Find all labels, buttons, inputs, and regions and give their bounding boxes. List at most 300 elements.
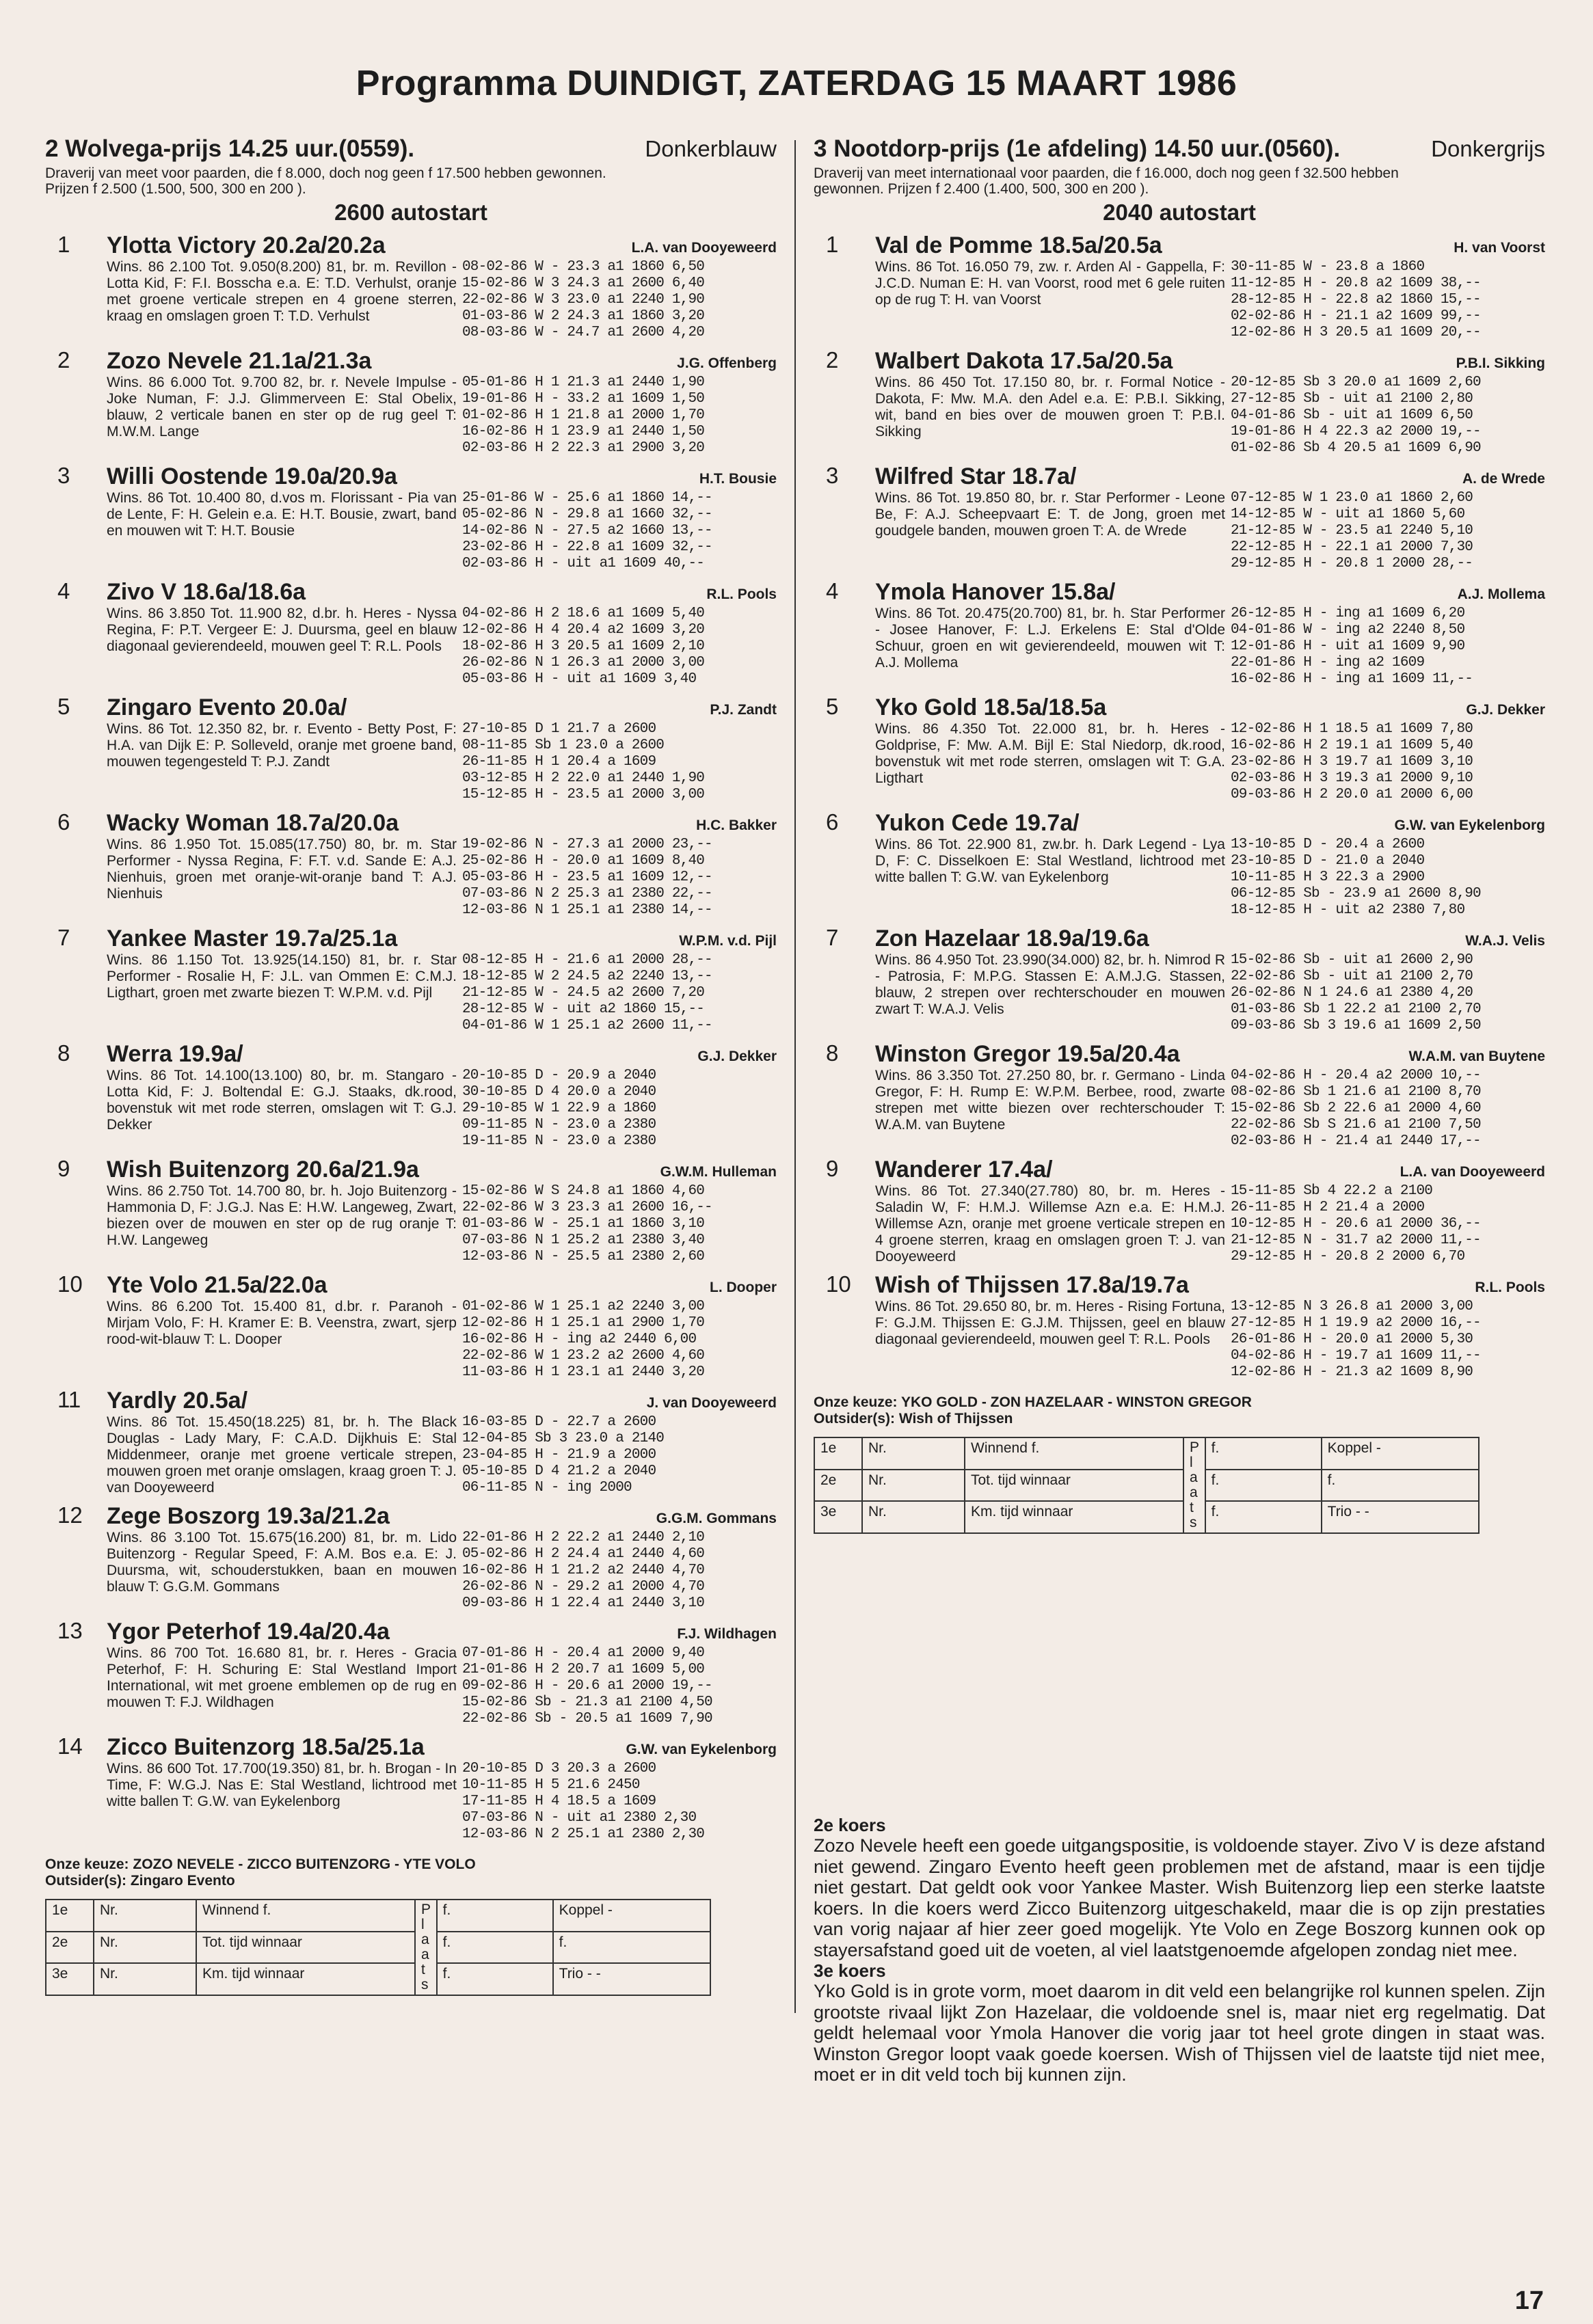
horse-body [875, 694, 1545, 803]
horse-entry [814, 809, 1545, 919]
result-line: 04-01-86 Sb - uit a1 1609 6,50 [1231, 407, 1473, 423]
result-line: 13-12-85 N 3 26.8 a1 2000 3,00 [1231, 1299, 1473, 1314]
result-line: 29-12-85 H - 20.8 1 2000 28,-- [1231, 556, 1473, 571]
horse-entry [45, 925, 777, 1034]
horse-number: 11 [57, 1387, 81, 1412]
horse-details [875, 837, 1545, 919]
horse-results [1231, 606, 1473, 688]
horse-number: 12 [57, 1502, 83, 1528]
horse-number: 5 [57, 694, 70, 719]
result-line: 16-02-86 H 2 19.1 a1 1609 5,40 [1231, 738, 1473, 753]
result-line: 01-02-86 W 1 25.1 a2 2240 3,00 [462, 1299, 705, 1314]
result-line: 20-10-85 D - 20.9 a 2040 [462, 1068, 656, 1083]
koppel-cell: Koppel - [553, 1900, 710, 1932]
horse-number: 14 [57, 1733, 83, 1759]
horse-entry [45, 232, 777, 341]
race-3-horse-list [814, 232, 1545, 1381]
bet-nr: Nr. [94, 1932, 196, 1964]
horse-body [875, 232, 1545, 341]
bet-nr: Nr. [94, 1963, 196, 1995]
horse-number: 13 [57, 1618, 83, 1643]
result-line: 06-12-85 Sb - 23.9 a1 2600 8,90 [1231, 886, 1481, 902]
result-line: 29-10-85 W 1 22.9 a 1860 [462, 1100, 656, 1116]
horse-results [462, 375, 704, 457]
result-line: 22-02-86 Sb - 20.5 a1 1609 7,90 [462, 1711, 712, 1727]
horse-name: Winston Gregor 19.5a/20.4a [875, 1041, 1180, 1067]
horse-details [875, 375, 1545, 457]
horse-name: Yankee Master 19.7a/25.1a [107, 925, 398, 951]
commentary-text-2: Zozo Nevele heeft een goede uitgangspositie, is voldoende stayer. Zivo V is deze afstand niet gewend. Zingaro Evento heeft geen problemen met de afstand, maar is een tijdje niet gestart. Dat geldt ook voor Yankee Master. Wish Buitenzorg liep een sterke laatste koers. In die koers werd Zicco Buitenzorg uitgeschakeld, maar die is op zijn prestaties van vorig najaar af hier zeer goed mogelijk. Yte Volo en Zege Boszorg kunnen ook op stayersafstand goed uit de voeten, al viel laatstgenoemde afgelopen zondag niet mee. [814, 1835, 1545, 1960]
horse-header [875, 578, 1545, 606]
horse-info: Wins. 86 2.750 Tot. 14.700 80, br. h. Jojo Buitenzorg - Hammonia D, F: J.G.J. Nas E: H.W. Langeweg, Zwart, biezen over de mouwen en ster op de rug oranje T: H.W. Langeweg [107, 1183, 457, 1248]
result-line: 22-02-86 Sb - uit a1 2100 2,70 [1231, 969, 1473, 984]
horse-entry [814, 578, 1545, 688]
horse-trainer: A.J. Mollema [1457, 586, 1545, 602]
horse-details [107, 606, 777, 688]
horse-name: Zozo Nevele 21.1a/21.3a [107, 348, 372, 374]
horse-name: Yukon Cede 19.7a/ [875, 810, 1080, 836]
horse-body [107, 463, 777, 572]
result-line: 21-12-85 W - 24.5 a2 2600 7,20 [462, 985, 705, 1001]
result-line: 25-02-86 H - 20.0 a1 1609 8,40 [462, 853, 705, 869]
horse-trainer: H. van Voorst [1454, 240, 1545, 256]
result-line: 25-01-86 W - 25.6 a1 1860 14,-- [462, 490, 712, 506]
horse-name: Zon Hazelaar 18.9a/19.6a [875, 925, 1149, 951]
horse-number: 4 [826, 578, 839, 604]
result-line: 04-02-86 H - 19.7 a1 1609 11,-- [1231, 1348, 1481, 1364]
horse-info: Wins. 86 Tot. 12.350 82, br. r. Evento - Betty Post, F: H.A. van Dijk E: P. Solleveld, oranje met groene band, mouwen tegengesteld T: P.J. Zandt [107, 721, 457, 770]
horse-header [107, 463, 777, 490]
horse-body [107, 1156, 777, 1265]
horse-name: Yko Gold 18.5a/18.5a [875, 694, 1107, 720]
result-line: 15-11-85 Sb 4 22.2 a 2100 [1231, 1183, 1433, 1199]
horse-body [107, 347, 777, 457]
horse-header [107, 347, 777, 375]
horse-info: Wins. 86 6.000 Tot. 9.700 82, br. r. Nevele Impulse - Joke Numan, F: J.J. Glimmerveen E: Stal Obelix, blauw, 2 verticale banen en ster op de rug geel T: M.W.M. Lange [107, 375, 457, 440]
result-line: 22-02-86 W 1 23.2 a2 2600 4,60 [462, 1348, 705, 1364]
result-line: 02-03-86 H 3 19.3 a1 2000 9,10 [1231, 770, 1473, 786]
horse-results [462, 1761, 704, 1843]
result-line: 12-02-86 H 4 20.4 a2 1609 3,20 [462, 622, 705, 638]
horse-trainer: H.C. Bakker [696, 818, 777, 833]
horse-details [875, 606, 1545, 688]
horse-trainer: G.W.M. Hulleman [660, 1164, 777, 1180]
horse-details [875, 259, 1545, 341]
page-title: Programma DUINDIGT, ZATERDAG 15 MAART 1986 [356, 64, 1237, 103]
result-line: 18-02-86 H 3 20.5 a1 1609 2,10 [462, 638, 705, 654]
result-line: 10-12-85 H - 20.6 a1 2000 36,-- [1231, 1216, 1481, 1232]
horse-entry [45, 578, 777, 688]
result-line: 07-03-86 N 2 25.3 a1 2380 22,-- [462, 886, 712, 902]
horse-results [462, 1530, 704, 1612]
horse-number: 10 [826, 1271, 851, 1297]
horse-results [1231, 259, 1481, 341]
horse-body [875, 1156, 1545, 1265]
horse-results [462, 1068, 656, 1150]
bet-row [46, 1963, 710, 1995]
horse-trainer: W.A.M. van Buytene [1408, 1049, 1545, 1064]
horse-name: Wanderer 17.4a/ [875, 1157, 1053, 1183]
commentary [814, 1815, 1545, 2085]
horse-name: Wish of Thijssen 17.8a/19.7a [875, 1272, 1189, 1298]
horse-number: 8 [57, 1040, 70, 1066]
horse-header [107, 694, 777, 721]
result-line: 30-11-85 W - 23.8 a 1860 [1231, 259, 1425, 275]
horse-header [107, 925, 777, 952]
result-line: 10-11-85 H 5 21.6 2450 [462, 1777, 640, 1793]
horse-entry [45, 1618, 777, 1727]
race-2-header [45, 135, 777, 163]
race-3-outsider: Outsider(s): Wish of Thijssen [814, 1411, 1013, 1427]
result-line: 05-03-86 H - 23.5 a1 1609 12,-- [462, 869, 712, 885]
commentary-heading-3: 3e koers [814, 1960, 886, 1981]
race-2-conditions: Draverij van meet voor paarden, die f 8.000, doch nog geen f 17.500 hebben gewonnen. Prijzen f 2.500 (1.500, 500, 300 en 200 ). [45, 165, 606, 197]
result-line: 12-02-86 H 1 18.5 a1 1609 7,80 [1231, 721, 1473, 737]
horse-number: 6 [826, 809, 839, 835]
horse-trainer: P.B.I. Sikking [1456, 355, 1545, 371]
horse-results [462, 1414, 664, 1496]
horse-results [1231, 837, 1481, 919]
trio-cell: Trio - - [1322, 1501, 1479, 1533]
horse-body [107, 578, 777, 688]
horse-body [875, 809, 1545, 919]
race-3-conditions: Draverij van meet internationaal voor paarden, die f 16.000, doch nog geen f 32.500 hebben gewonnen. Prijzen f 2.400 (1.400, 500, 300 en 200 ). [814, 165, 1399, 197]
result-line: 22-12-85 H - 22.1 a1 2000 7,30 [1231, 539, 1473, 555]
result-line: 08-03-86 W - 24.7 a1 2600 4,20 [462, 325, 705, 340]
result-line: 08-12-85 H - 21.6 a1 2000 28,-- [462, 952, 712, 968]
result-line: 16-02-86 H - ing a1 1609 11,-- [1231, 671, 1473, 687]
horse-entry [45, 1387, 777, 1496]
result-line: 21-12-85 N - 31.7 a2 2000 11,-- [1231, 1232, 1481, 1248]
horse-info: Wins. 86 Tot. 10.400 80, d.vos m. Florissant - Pia van de Lente, F: H. Gelein e.a. E: H.T. Bousie, zwart, band en mouwen wit T: H.T. Bousie [107, 490, 457, 539]
horse-number: 5 [826, 694, 839, 719]
result-line: 22-02-86 Sb S 21.6 a1 2100 7,50 [1231, 1117, 1481, 1133]
result-line: 01-03-86 W - 25.1 a1 1860 3,10 [462, 1216, 705, 1232]
horse-entry [814, 925, 1545, 1034]
result-line: 12-03-86 N 1 25.1 a1 2380 14,-- [462, 902, 712, 918]
horse-number: 3 [826, 463, 839, 488]
horse-name: Wilfred Star 18.7a/ [875, 463, 1077, 489]
result-line: 19-02-86 N - 27.3 a1 2000 23,-- [462, 837, 712, 852]
result-line: 16-03-85 D - 22.7 a 2600 [462, 1414, 656, 1430]
bet-row [46, 1932, 710, 1964]
result-line: 01-03-86 W 2 24.3 a1 1860 3,20 [462, 308, 705, 324]
horse-details [875, 490, 1545, 572]
horse-entry [814, 232, 1545, 341]
koppel-f: f. [553, 1932, 710, 1964]
horse-number: 1 [826, 232, 839, 257]
result-line: 28-12-85 H - 22.8 a2 1860 15,-- [1231, 292, 1481, 308]
race-3-header [814, 135, 1545, 163]
horse-details [107, 1761, 777, 1843]
bet-row [814, 1437, 1479, 1470]
horse-name: Wacky Woman 18.7a/20.0a [107, 810, 399, 836]
result-line: 27-12-85 H 1 19.9 a2 2000 16,-- [1231, 1315, 1481, 1331]
horse-header [107, 232, 777, 259]
result-line: 18-12-85 W 2 24.5 a2 2240 13,-- [462, 969, 712, 984]
result-line: 12-02-86 H - 21.3 a2 1609 8,90 [1231, 1364, 1473, 1380]
bet-nr: Nr. [94, 1900, 196, 1932]
horse-name: Wish Buitenzorg 20.6a/21.9a [107, 1157, 419, 1183]
horse-header [107, 578, 777, 606]
bet-nr: Nr. [862, 1470, 965, 1502]
horse-trainer: G.W. van Eykelenborg [626, 1742, 777, 1757]
horse-header [875, 232, 1545, 259]
result-line: 11-03-86 H 1 23.1 a1 2440 3,20 [462, 1364, 705, 1380]
bet-row [46, 1900, 710, 1932]
horse-body [107, 1618, 777, 1727]
horse-name: Zicco Buitenzorg 18.5a/25.1a [107, 1734, 425, 1760]
horse-name: Val de Pomme 18.5a/20.5a [875, 232, 1162, 258]
result-line: 09-03-86 Sb 3 19.6 a1 1609 2,50 [1231, 1018, 1481, 1033]
race-2-horse-list [45, 232, 777, 1843]
horse-header [107, 1040, 777, 1068]
horse-body [107, 1040, 777, 1150]
horse-header [875, 347, 1545, 375]
bet-row [814, 1501, 1479, 1533]
bet-place: 2e [46, 1932, 94, 1964]
result-line: 20-10-85 D 3 20.3 a 2600 [462, 1761, 656, 1776]
bet-place: 2e [814, 1470, 862, 1502]
horse-details [875, 1299, 1545, 1381]
horse-trainer: G.J. Dekker [1466, 702, 1545, 718]
horse-trainer: R.L. Pools [1475, 1280, 1545, 1295]
result-line: 09-11-85 N - 23.0 a 2380 [462, 1117, 656, 1133]
horse-trainer: W.P.M. v.d. Pijl [679, 933, 777, 949]
horse-info: Wins. 86 Tot. 15.450(18.225) 81, br. h. The Black Douglas - Lady Mary, F: C.A.D. Dijkhuis E: Stal Middenmeer, oranje met groene verticale strepen, mouwen groen met oranje omslagen, kraag groen T: J. van Dooyeweerd [107, 1414, 457, 1496]
bet-table [45, 1899, 711, 1996]
horse-name: Yardly 20.5a/ [107, 1388, 248, 1414]
horse-number: 1 [57, 232, 70, 257]
column-divider [794, 140, 796, 2013]
horse-details [107, 1183, 777, 1265]
horse-body [107, 1387, 777, 1496]
horse-name: Ylotta Victory 20.2a/20.2a [107, 232, 386, 258]
result-line: 04-02-86 H 2 18.6 a1 1609 5,40 [462, 606, 705, 621]
result-line: 23-10-85 D - 21.0 a 2040 [1231, 853, 1425, 869]
horse-info: Wins. 86 2.100 Tot. 9.050(8.200) 81, br. m. Revillon - Lotta Kid, F: F.I. Bosscha e.a. E: T.D. Verhulst, oranje met groene verticale strepen en 4 groene sterren, kraag en omslagen groen T: T.D. Verhulst [107, 259, 457, 324]
horse-details [875, 721, 1545, 803]
bet-f: f. [1205, 1470, 1322, 1502]
horse-results [1231, 1299, 1481, 1381]
race-2-title: 2 Wolvega-prijs 14.25 uur.(0559). [45, 135, 415, 162]
horse-info: Wins. 86 3.100 Tot. 15.675(16.200) 81, br. m. Lido Buitenzorg - Regular Speed, F: A.M. Bos e.a. E: J. Duursma, wit, schouderstukken, baan en mouwen blauw T: G.G.M. Gommans [107, 1530, 457, 1595]
result-line: 19-11-85 N - 23.0 a 2380 [462, 1133, 656, 1149]
horse-entry [45, 1733, 777, 1843]
result-line: 15-02-86 Sb - uit a1 2600 2,90 [1231, 952, 1473, 968]
horse-header [875, 809, 1545, 837]
horse-body [107, 925, 777, 1034]
horse-trainer: W.A.J. Velis [1465, 933, 1545, 949]
horse-trainer: J. van Dooyeweerd [646, 1395, 777, 1411]
result-line: 07-03-86 N 1 25.2 a1 2380 3,40 [462, 1232, 705, 1248]
result-line: 03-12-85 H 2 22.0 a1 2440 1,90 [462, 770, 705, 786]
horse-name: Werra 19.9a/ [107, 1041, 243, 1067]
horse-entry [814, 694, 1545, 803]
race-3-keuze: Onze keuze: YKO GOLD - ZON HAZELAAR - WINSTON GREGOR [814, 1394, 1252, 1410]
horse-info: Wins. 86 450 Tot. 17.150 80, br. r. Formal Notice - Dakota, F: Mw. M.A. den Adel e.a. E: P.B.I. Sikking, wit, band en bies over de mouwen groen T: P.B.I. Sikking [875, 375, 1225, 440]
horse-info: Wins. 86 Tot. 27.340(27.780) 80, br. m. Heres - Saladin W, F: H.M.J. Willemse Azn e.a. E: H.M.J. Willemse Azn, oranje met groene verticale strepen en 4 groene sterren, kraag en omslagen groen T: J. van Dooyeweerd [875, 1183, 1225, 1265]
horse-header [875, 1040, 1545, 1068]
horse-info: Wins. 86 Tot. 22.900 81, zw.br. h. Dark Legend - Lya D, F: C. Disselkoen E: Stal Westland, lichtrood met witte ballen T: G.W. van Eykelenborg [875, 837, 1225, 885]
result-line: 15-02-86 W 3 24.3 a1 2600 6,40 [462, 275, 705, 291]
bet-f: f. [1205, 1437, 1322, 1470]
horse-info: Wins. 86 4.350 Tot. 22.000 81, br. h. Heres - Goldprise, F: Mw. A.M. Bijl E: Stal Niedorp, dk.rood, bovenstuk wit met rode sterren, omslagen wit T: G.A. Ligthart [875, 721, 1225, 786]
horse-trainer: R.L. Pools [706, 586, 777, 602]
result-line: 26-02-86 N 1 24.6 a1 2380 4,20 [1231, 985, 1473, 1001]
result-line: 26-01-86 H - 20.0 a1 2000 5,30 [1231, 1332, 1473, 1347]
result-line: 04-02-86 H - 20.4 a2 2000 10,-- [1231, 1068, 1481, 1083]
horse-body [107, 809, 777, 919]
horse-name: Yte Volo 21.5a/22.0a [107, 1272, 327, 1298]
horse-header [107, 1156, 777, 1183]
result-line: 12-02-86 H 1 25.1 a1 2900 1,70 [462, 1315, 705, 1331]
horse-results [1231, 952, 1481, 1034]
commentary-text-3: Yko Gold is in grote vorm, moet daarom in dit veld een belangrijke rol kunnen spelen. Zijn grootste rivaal lijkt Zon Hazelaar, die voldoende snel is, maar niet erg regelmatig. Dat geldt helemaal voor Ymola Hanover die vorig jaar tot heel grote dingen in staat was. Winston Gregor loopt vaak goede koersen. Wish of Thijssen viel de laatste tijd niet mee, moet er in dit veld toch bij kunnen zijn. [814, 1981, 1545, 2085]
result-line: 07-12-85 W 1 23.0 a1 1860 2,60 [1231, 490, 1473, 506]
result-line: 17-11-85 H 4 18.5 a 1609 [462, 1794, 656, 1809]
result-line: 26-02-86 N 1 26.3 a1 2000 3,00 [462, 655, 705, 671]
horse-details [107, 1530, 777, 1612]
horse-number: 10 [57, 1271, 83, 1297]
horse-entry [814, 347, 1545, 457]
result-line: 23-02-86 H - 22.8 a1 1609 32,-- [462, 539, 712, 555]
bet-f: f. [437, 1932, 553, 1964]
result-line: 15-12-85 H - 23.5 a1 2000 3,00 [462, 787, 705, 802]
horse-body [875, 925, 1545, 1034]
horse-results [1231, 490, 1473, 572]
horse-header [107, 1733, 777, 1761]
result-line: 27-10-85 D 1 21.7 a 2600 [462, 721, 656, 737]
horse-body [875, 578, 1545, 688]
horse-details [107, 837, 777, 919]
horse-info: Wins. 86 3.850 Tot. 11.900 82, d.br. h. Heres - Nyssa Regina, F: P.T. Vergeer E: J. Duursma, geel en blauw diagonaal gevierendeeld, mouwen geel T: R.L. Pools [107, 606, 457, 654]
horse-body [107, 1271, 777, 1381]
horse-header [107, 1387, 777, 1414]
horse-results [462, 837, 712, 919]
result-line: 11-12-85 H - 20.8 a2 1609 38,-- [1231, 275, 1481, 291]
horse-number: 9 [57, 1156, 70, 1181]
bet-place: 1e [46, 1900, 94, 1932]
bet-f: f. [437, 1900, 553, 1932]
horse-trainer: A. de Wrede [1462, 471, 1545, 487]
horse-info: Wins. 86 3.350 Tot. 27.250 80, br. r. Germano - Linda Gregor, F: H. Rump E: W.P.M. Berbee, rood, zwarte strepen met witte biezen over rechterschouder T: W.A.M. van Buytene [875, 1068, 1225, 1133]
bet-row [814, 1470, 1479, 1502]
horse-info: Wins. 86 700 Tot. 16.680 81, br. r. Heres - Gracia Peterhof, F: H. Schuring E: Stal Westland Import International, wit met groene emblemen op de rug en mouwen T: F.J. Wildhagen [107, 1645, 457, 1710]
result-line: 08-02-86 Sb 1 21.6 a1 2100 8,70 [1231, 1084, 1481, 1100]
result-line: 23-04-85 H - 21.9 a 2000 [462, 1447, 656, 1463]
horse-entry [45, 463, 777, 572]
bet-type: Winnend f. [196, 1900, 415, 1932]
horse-details [107, 375, 777, 457]
result-line: 09-02-86 H - 20.6 a1 2000 19,-- [462, 1678, 712, 1694]
horse-entry [45, 809, 777, 919]
result-line: 12-03-86 N 2 25.1 a1 2380 2,30 [462, 1826, 705, 1842]
result-line: 19-01-86 H 4 22.3 a2 2000 19,-- [1231, 424, 1481, 440]
race-2-bet-table [45, 1899, 777, 1996]
horse-header [875, 1271, 1545, 1299]
horse-trainer: F.J. Wildhagen [677, 1626, 777, 1642]
horse-details [107, 1299, 777, 1381]
horse-header [875, 925, 1545, 952]
horse-info: Wins. 86 Tot. 14.100(13.100) 80, br. m. Stangaro - Lotta Kid, F: J. Boltendal E: G.J. Staaks, dk.rood, bovenstuk wit met rode sterren, omslagen wit T: G.J. Dekker [107, 1068, 457, 1133]
horse-header [107, 1618, 777, 1645]
result-line: 23-02-86 H 3 19.7 a1 1609 3,10 [1231, 754, 1473, 770]
result-line: 07-03-86 N - uit a1 2380 2,30 [462, 1810, 697, 1826]
bet-type: Tot. tijd winnaar [196, 1932, 415, 1964]
result-line: 18-12-85 H - uit a2 2380 7,80 [1231, 902, 1465, 918]
horse-number: 7 [826, 925, 839, 950]
result-line: 22-02-86 W 3 23.3 a1 2600 16,-- [462, 1200, 712, 1215]
result-line: 14-02-86 N - 27.5 a2 1660 13,-- [462, 523, 712, 539]
horse-entry [814, 1271, 1545, 1381]
horse-results [462, 721, 704, 803]
horse-entry [45, 1502, 777, 1612]
horse-trainer: J.G. Offenberg [677, 355, 777, 371]
result-line: 15-02-86 Sb - 21.3 a1 2100 4,50 [462, 1694, 712, 1710]
horse-entry [45, 694, 777, 803]
horse-header [875, 463, 1545, 490]
horse-trainer: H.T. Bousie [699, 471, 777, 487]
horse-header [107, 809, 777, 837]
horse-info: Wins. 86 1.950 Tot. 15.085(17.750) 80, br. m. Star Performer - Nyssa Regina, F: F.T. v.d. Sande E: A.J. Nienhuis, groen met oranje-wit-oranje band T: A.J. Nienhuis [107, 837, 457, 902]
horse-number: 3 [57, 463, 70, 488]
horse-results [1231, 721, 1473, 803]
plaats-label: P l a a t s [1183, 1437, 1205, 1533]
commentary-heading-2: 2e koers [814, 1815, 886, 1835]
horse-header [107, 1502, 777, 1530]
horse-number: 2 [57, 347, 70, 373]
horse-details [107, 952, 777, 1034]
result-line: 05-03-86 H - uit a1 1609 3,40 [462, 671, 697, 687]
result-line: 02-03-86 H - uit a1 1609 40,-- [462, 556, 705, 571]
bet-place: 1e [814, 1437, 862, 1470]
bet-type: Tot. tijd winnaar [965, 1470, 1183, 1502]
horse-entry [45, 1271, 777, 1381]
race-3-column [814, 135, 1545, 1534]
bet-place: 3e [814, 1501, 862, 1533]
horse-info: Wins. 86 Tot. 19.850 80, br. r. Star Performer - Leone Be, F: A.J. Scheepvaart E: T. de Jong, groen met goudgele banden, mouwen groen T: A. de Wrede [875, 490, 1225, 539]
horse-body [875, 1040, 1545, 1150]
horse-results [462, 1183, 712, 1265]
result-line: 08-02-86 W - 23.3 a1 1860 6,50 [462, 259, 705, 275]
horse-entry [45, 347, 777, 457]
horse-trainer: G.J. Dekker [697, 1049, 777, 1064]
page-number: 17 [1514, 2286, 1544, 2315]
koppel-cell: Koppel - [1322, 1437, 1479, 1470]
result-line: 04-01-86 W 1 25.1 a2 2600 11,-- [462, 1018, 712, 1033]
horse-entry [814, 1040, 1545, 1150]
horse-info: Wins. 86 Tot. 16.050 79, zw. r. Arden Al - Gappella, F: J.C.D. Numan E: H. van Voorst, rood met 6 gele ruiten op de rug T: H. van Voorst [875, 259, 1225, 308]
horse-info: Wins. 86 Tot. 29.650 80, br. m. Heres - Rising Fortuna, F: G.J.M. Thijssen E: G.J.M. Thijssen, geel en blauw diagonaal gevierendeeld, mouwen geel T: R.L. Pools [875, 1299, 1225, 1347]
result-line: 07-01-86 H - 20.4 a1 2000 9,40 [462, 1645, 705, 1661]
horse-results [462, 490, 712, 572]
horse-entry [45, 1156, 777, 1265]
result-line: 01-02-86 H 1 21.8 a1 2000 1,70 [462, 407, 705, 423]
result-line: 05-10-85 D 4 21.2 a 2040 [462, 1463, 656, 1479]
horse-body [107, 1502, 777, 1612]
horse-results [462, 259, 704, 341]
result-line: 16-02-86 H - ing a2 2440 6,00 [462, 1332, 697, 1347]
bet-f: f. [437, 1963, 553, 1995]
race-2-outsider: Outsider(s): Zingaro Evento [45, 1873, 235, 1889]
result-line: 16-02-86 H 1 23.9 a1 2440 1,50 [462, 424, 705, 440]
result-line: 29-12-85 H - 20.8 2 2000 6,70 [1231, 1249, 1465, 1265]
horse-entry [45, 1040, 777, 1150]
horse-details [107, 721, 777, 803]
result-line: 05-02-86 N - 29.8 a1 1660 32,-- [462, 506, 712, 522]
result-line: 20-12-85 Sb 3 20.0 a1 1609 2,60 [1231, 375, 1481, 390]
